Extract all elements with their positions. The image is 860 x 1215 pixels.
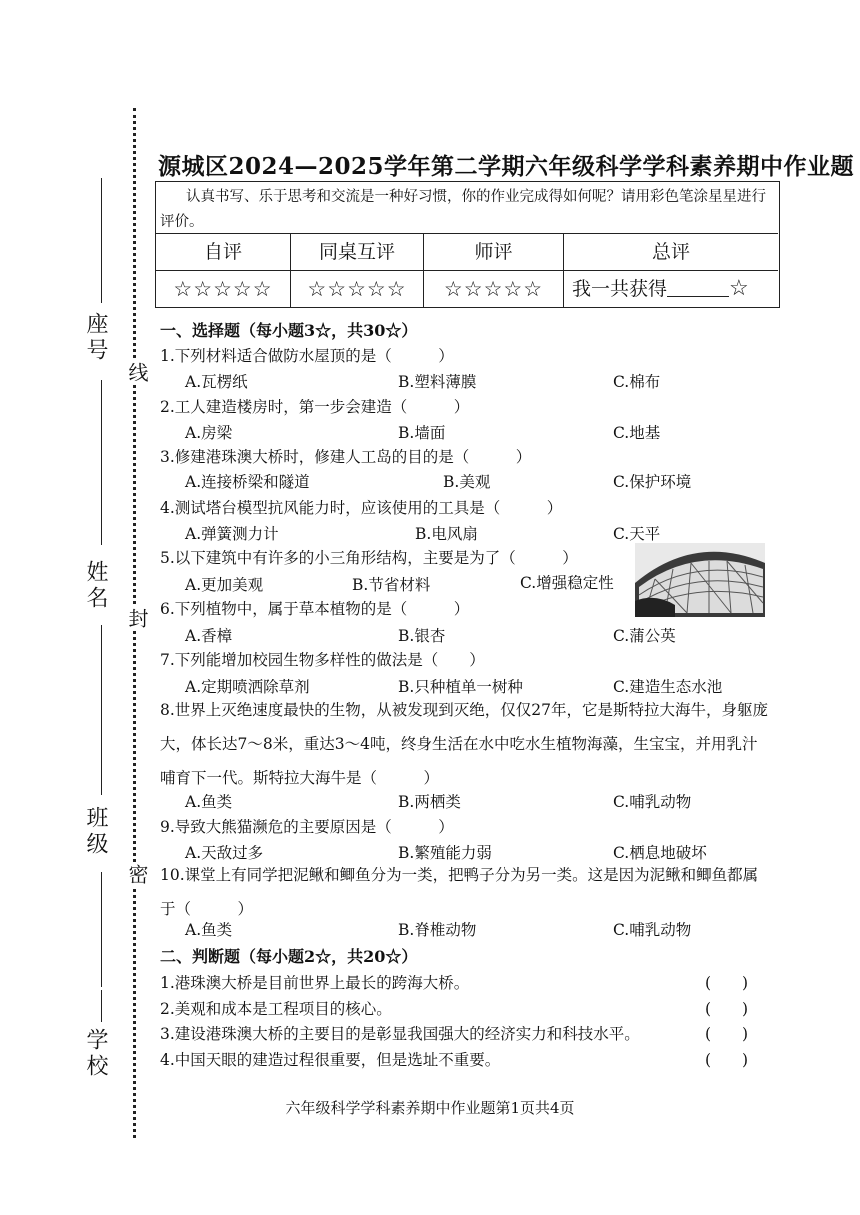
q8-option-c[interactable]: C.哺乳动物 bbox=[613, 793, 692, 811]
q3-option-c[interactable]: C.保护环境 bbox=[613, 473, 692, 491]
q6-option-c[interactable]: C.蒲公英 bbox=[613, 627, 676, 645]
q3-option-a[interactable]: A.连接桥梁和隧道 bbox=[185, 473, 310, 491]
stars-teacher-eval[interactable]: ☆☆☆☆☆ bbox=[424, 271, 564, 307]
q3-option-b[interactable]: B.美观 bbox=[443, 473, 491, 491]
q8-option-a[interactable]: A.鱼类 bbox=[185, 793, 233, 811]
total-star-icon: ☆ bbox=[729, 276, 749, 301]
class-label: 班级 bbox=[83, 806, 108, 858]
section1-title: 一、选择题（每小题3☆，共30☆） bbox=[160, 321, 418, 340]
q10-option-b[interactable]: B.脊椎动物 bbox=[398, 921, 477, 939]
judgement-3-answer[interactable]: ( ) bbox=[705, 1025, 749, 1043]
cut-word-line: 线 bbox=[123, 360, 152, 384]
q5-option-c[interactable]: C.增强稳定性 bbox=[520, 574, 614, 592]
total-eval-cell bbox=[564, 271, 778, 307]
header-peer-eval: 同桌互评 bbox=[291, 234, 424, 270]
judgement-2-answer[interactable]: ( ) bbox=[705, 1000, 749, 1018]
q2-option-c[interactable]: C.地基 bbox=[613, 424, 661, 442]
section2-title: 二、判断题（每小题2☆，共20☆） bbox=[160, 947, 418, 966]
q6-option-b[interactable]: B.银杏 bbox=[398, 627, 446, 645]
school-label: 学校 bbox=[83, 1028, 108, 1080]
q9-option-c[interactable]: C.栖息地破坏 bbox=[613, 844, 707, 862]
cut-word-seal: 封 bbox=[123, 606, 152, 630]
page-title: 源城区2024—2025学年第二学期六年级科学学科素养期中作业题 bbox=[158, 153, 855, 180]
q7-option-a[interactable]: A.定期喷洒除草剂 bbox=[185, 678, 310, 696]
q7-option-c[interactable]: C.建造生态水池 bbox=[613, 678, 723, 696]
judgement-4-answer[interactable]: ( ) bbox=[705, 1051, 749, 1069]
total-blank[interactable] bbox=[667, 274, 729, 297]
total-text: 我一共获得 bbox=[572, 278, 668, 300]
name-label: 姓名 bbox=[83, 560, 108, 612]
q9-option-b[interactable]: B.繁殖能力弱 bbox=[398, 844, 492, 862]
school-blank-line[interactable] bbox=[101, 990, 102, 1022]
judgement-1: 1.港珠澳大桥是目前世界上最长的跨海大桥。 bbox=[160, 974, 470, 992]
judgement-3: 3.建设港珠澳大桥的主要目的是彰显我国强大的经济实力和科技水平。 bbox=[160, 1025, 640, 1043]
judgement-1-answer[interactable]: ( ) bbox=[705, 974, 749, 992]
q1-option-a[interactable]: A.瓦楞纸 bbox=[185, 373, 248, 391]
header-teacher-eval: 师评 bbox=[424, 234, 564, 270]
stars-peer-eval[interactable]: ☆☆☆☆☆ bbox=[291, 271, 424, 307]
seat-blank-line[interactable] bbox=[101, 178, 102, 303]
question-6: 6.下列植物中，属于草本植物的是（ ） bbox=[160, 600, 470, 618]
q10-option-c[interactable]: C.哺乳动物 bbox=[613, 921, 692, 939]
question-8: 8.世界上灭绝速度最快的生物，从被发现到灭绝，仅仅27年，它是斯特拉大海牛，身躯庞大，体长达7～8米，重达3～4吨，终身生活在水中吃水生植物海藻，生宝宝，并用乳汁哺育下一代。斯特拉大海牛是（ ） bbox=[160, 701, 769, 787]
judgement-4: 4.中国天眼的建造过程很重要，但是选址不重要。 bbox=[160, 1051, 501, 1069]
lattice-dome-photo bbox=[635, 543, 765, 617]
question-5: 5.以下建筑中有许多的小三角形结构，主要是为了（ ） bbox=[160, 549, 578, 567]
question-4: 4.测试塔台模型抗风能力时，应该使用的工具是（ ） bbox=[160, 499, 563, 517]
evaluation-box bbox=[155, 181, 780, 308]
class-blank-line[interactable] bbox=[101, 715, 102, 795]
q9-option-a[interactable]: A.天敌过多 bbox=[185, 844, 264, 862]
q5-option-b[interactable]: B.节省材料 bbox=[352, 576, 431, 594]
q2-option-a[interactable]: A.房梁 bbox=[185, 424, 233, 442]
question-10: 10.课堂上有同学把泥鳅和鲫鱼分为一类，把鸭子分为另一类。这是因为泥鳅和鲫鱼都属于（ ） bbox=[160, 866, 759, 918]
question-1: 1.下列材料适合做防水屋顶的是（ ） bbox=[160, 347, 454, 365]
question-3: 3.修建港珠澳大桥时，修建人工岛的目的是（ ） bbox=[160, 448, 532, 466]
stars-self-eval[interactable]: ☆☆☆☆☆ bbox=[156, 271, 291, 307]
q10-option-a[interactable]: A.鱼类 bbox=[185, 921, 233, 939]
q1-option-c[interactable]: C.棉布 bbox=[613, 373, 661, 391]
q2-option-b[interactable]: B.墙面 bbox=[398, 424, 446, 442]
q5-option-a[interactable]: A.更加美观 bbox=[185, 576, 264, 594]
q7-option-b[interactable]: B.只种植单一树种 bbox=[398, 678, 523, 696]
header-total-eval: 总评 bbox=[651, 241, 690, 263]
name-blank-line-lower bbox=[101, 625, 102, 715]
header-self-eval: 自评 bbox=[156, 234, 291, 270]
question-7: 7.下列能增加校园生物多样性的做法是（ ） bbox=[160, 651, 485, 669]
q8-option-b[interactable]: B.两栖类 bbox=[398, 793, 461, 811]
cut-word-secret: 密 bbox=[123, 862, 152, 886]
question-9: 9.导致大熊猫濒危的主要原因是（ ） bbox=[160, 818, 454, 836]
lattice-dome-image bbox=[635, 543, 765, 617]
page-footer: 六年级科学学科素养期中作业题第1页共4页 bbox=[285, 1099, 575, 1117]
name-blank-line[interactable] bbox=[101, 380, 102, 545]
q6-option-a[interactable]: A.香樟 bbox=[185, 627, 233, 645]
evaluation-grid bbox=[156, 233, 778, 307]
q1-option-b[interactable]: B.塑料薄膜 bbox=[398, 373, 477, 391]
class-blank-line-lower bbox=[101, 872, 102, 987]
judgement-2: 2.美观和成本是工程项目的核心。 bbox=[160, 1000, 392, 1018]
q4-option-b[interactable]: B.电风扇 bbox=[415, 525, 478, 543]
q4-option-a[interactable]: A.弹簧测力计 bbox=[185, 525, 279, 543]
seat-label: 座号 bbox=[83, 312, 108, 364]
question-2: 2.工人建造楼房时，第一步会建造（ ） bbox=[160, 398, 470, 416]
q4-option-c[interactable]: C.天平 bbox=[613, 525, 661, 543]
evaluation-intro: 认真书写、乐于思考和交流是一种好习惯，你的作业完成得如何呢？请用彩色笔涂星星进行评价。 bbox=[160, 189, 766, 230]
